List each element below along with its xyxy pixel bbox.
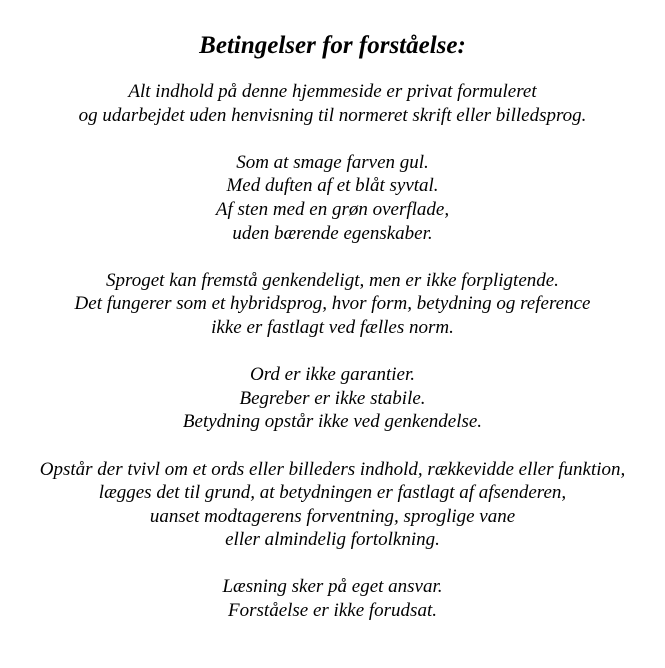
text-line: Af sten med en grøn overflade, [215,198,450,220]
text-line: ikke er fastlagt ved fælles norm. [211,316,454,338]
paragraph-doubt [0,458,665,552]
text-line: eller almindelig fortolkning. [225,529,440,551]
paragraph-language [0,269,665,340]
text-line: uden bærende egenskaber. [232,222,433,244]
text-line: Forståelse er ikke forudsat. [228,600,437,622]
paragraph-reading [0,575,665,622]
text-line: Som at smage farven gul. [236,151,429,173]
text-line: Sproget kan fremstå genkendeligt, men er ikke forpligtende. [106,269,559,291]
text-line: Det fungerer som et hybridsprog, hvor form, betydning og reference [74,293,591,315]
text-line: Ord er ikke garantier. [250,364,415,386]
text-line: lægges det til grund, at betydningen er fastlagt af afsenderen, [98,482,567,504]
text-line: uanset modtagerens forventning, sproglige vane [149,505,516,527]
text-line: Opstår der tvivl om et ords eller billeders indhold, rækkevidde eller funktion, [39,458,626,480]
paragraph-words [0,363,665,434]
paragraph-intro [0,80,665,127]
text-line: Begreber er ikke stabile. [239,387,426,409]
paragraph-senses [0,151,665,245]
text-line: Læsning sker på eget ansvar. [222,576,443,598]
text-line: og udarbejdet uden henvisning til normeret skrift eller billedsprog. [78,104,587,126]
page-title: Betingelser for forståelse: [199,32,466,59]
text-line: Alt indhold på denne hjemmeside er privat formuleret [128,81,537,102]
text-line: Betydning opstår ikke ved genkendelse. [182,411,483,433]
text-line: Med duften af et blåt syvtal. [226,175,439,197]
